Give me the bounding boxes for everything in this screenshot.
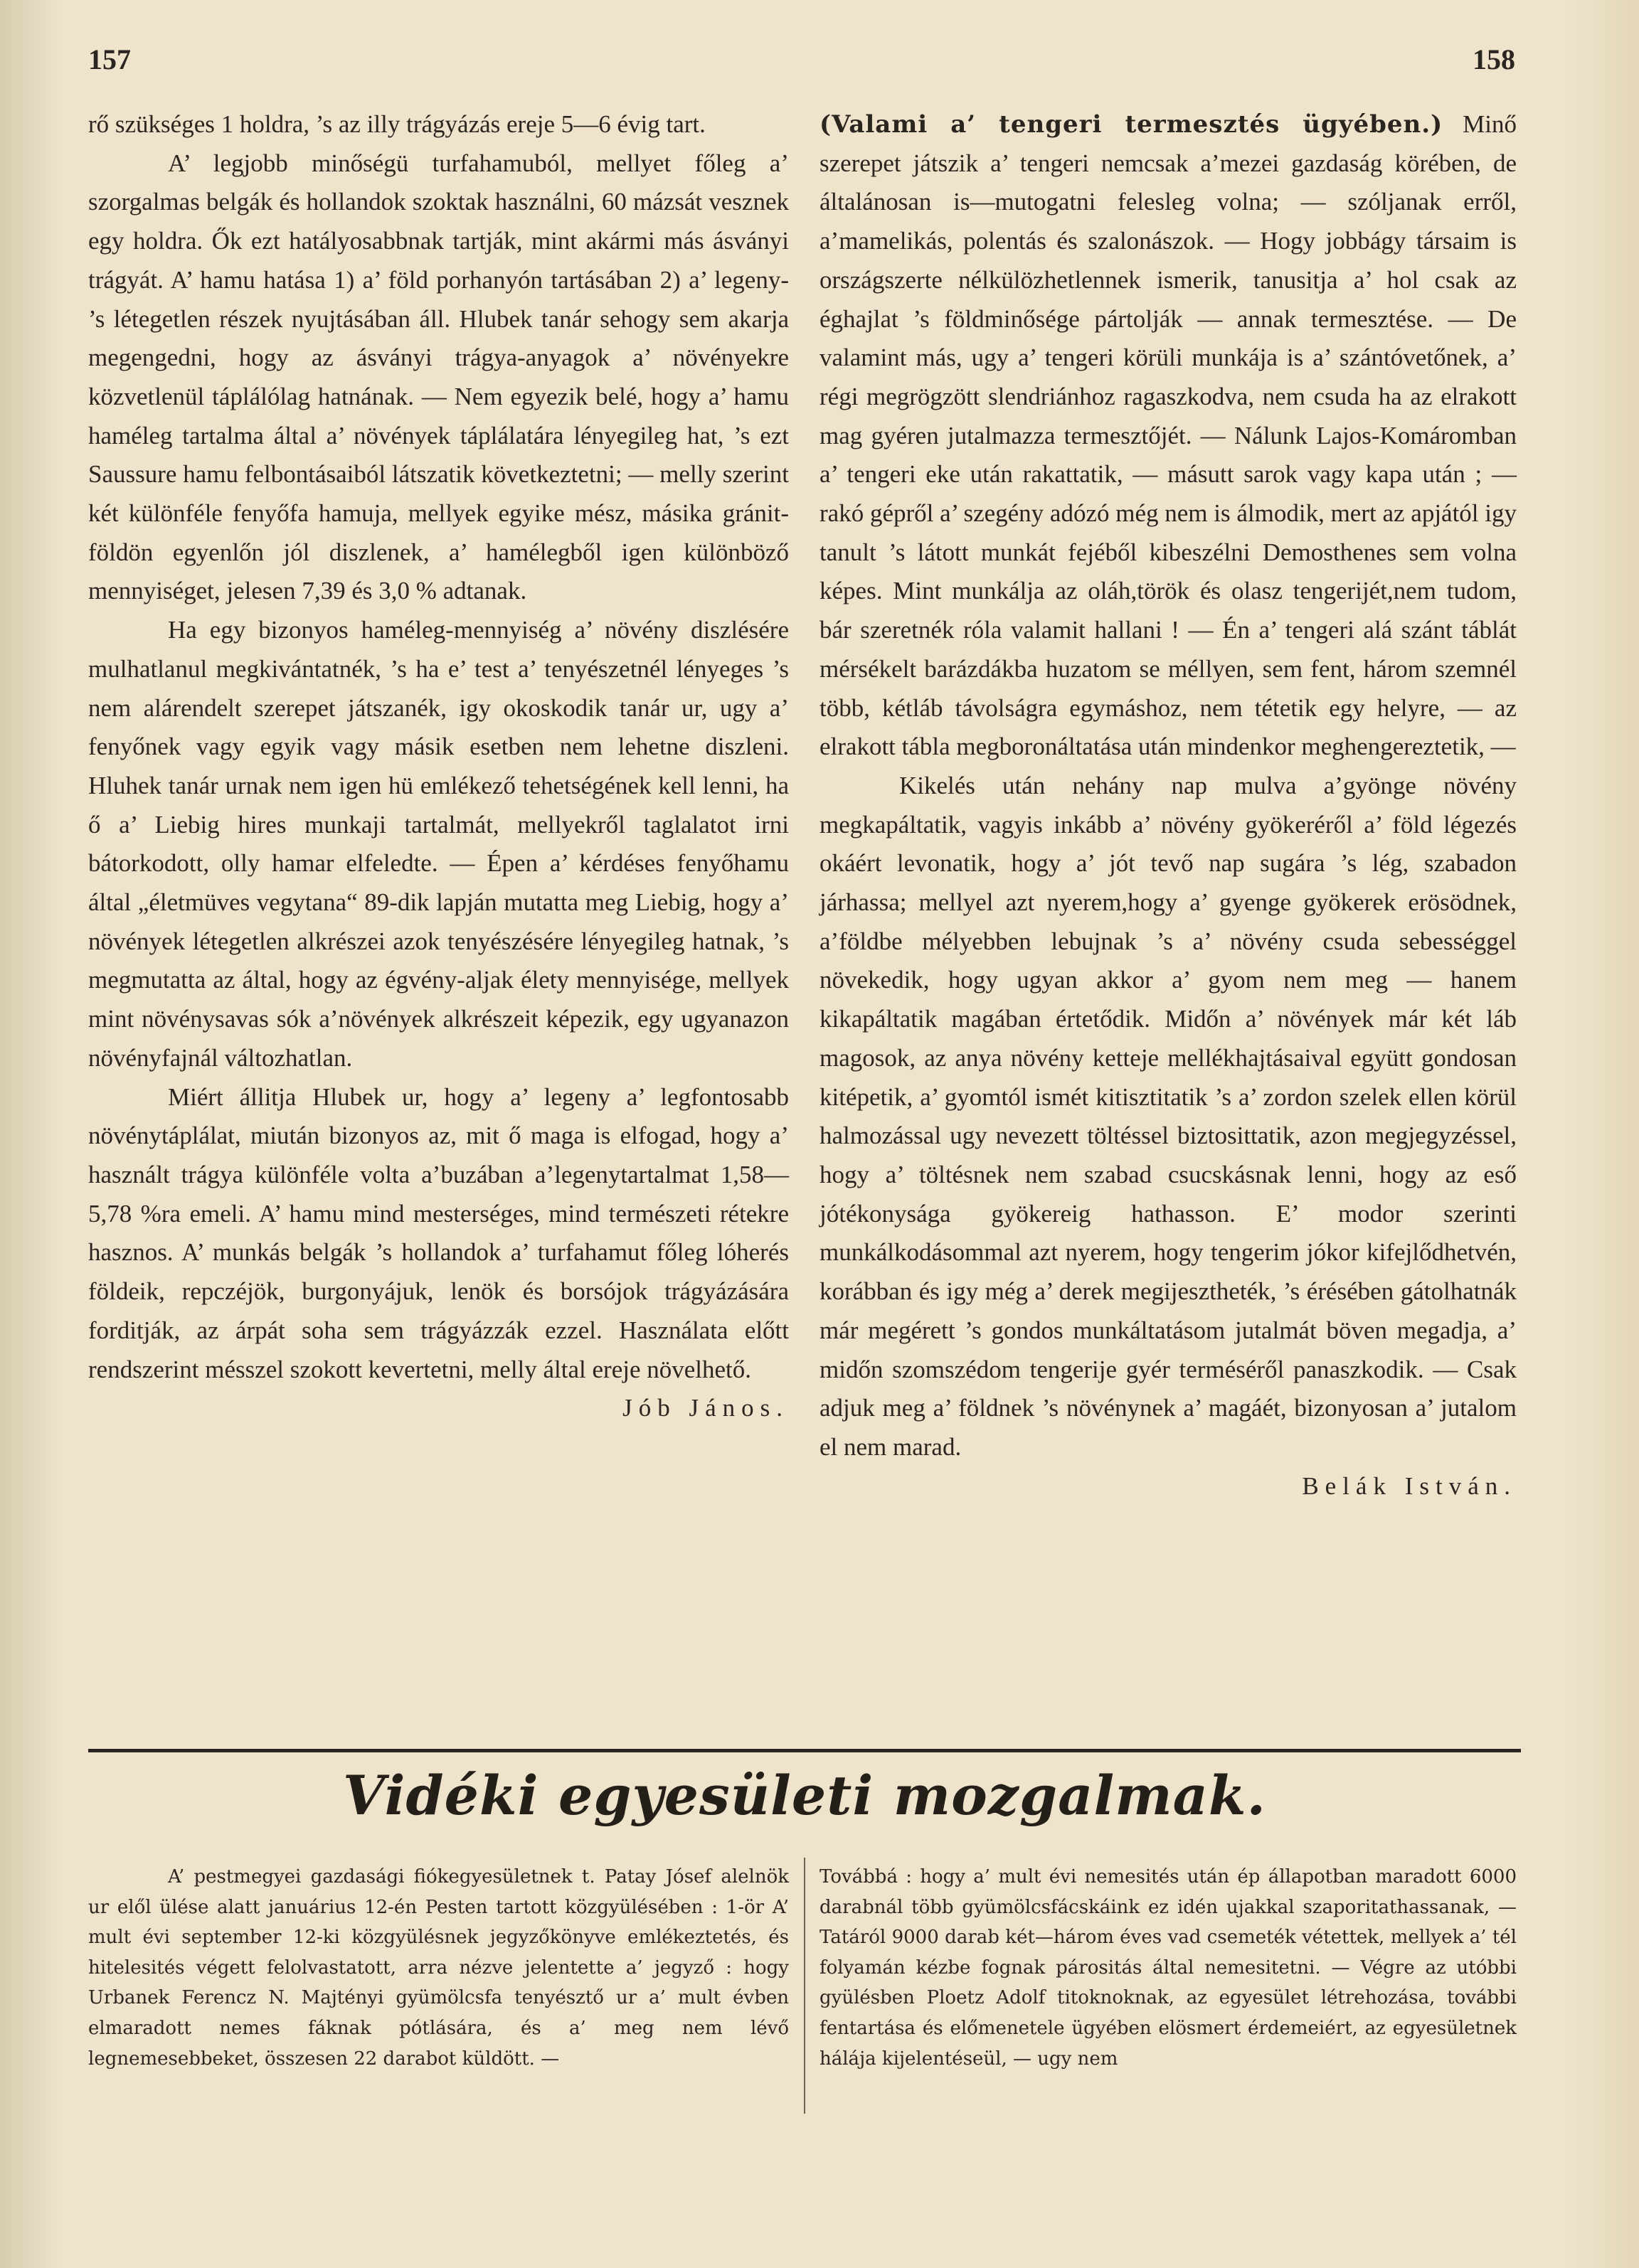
article-heading: (Valami a’ tengeri termesztés ügyében.) — [820, 110, 1443, 139]
page-number-left: 157 — [88, 43, 131, 75]
left-paragraph-2: A’ legjobb minőségü turfahamuból, mellyet főleg a’ szorgalmas belgák és hollandok szoktak használni, 60 mázsát vesznek egy holdra. Ők ezt hatályosabbnak tartják, mint akármi más ásványi trágyát. A’ hamu hatása 1) a’ föld porhanyón tartásában 2) a’ legeny- ’s létegetlen részek nyujtásában áll. Hlubek tanár sehogy sem akarja megengedni, hogy az ásványi trágya-anyagok a’ növényekre közvetlenül táplálólag hatnának. — Nem egyezik belé, hogy a’ hamu haméleg tartalma által a’ növények táplálatára lényegileg hat, ’s ezt Saussure hamu felbontásaiból látszatik következtetni; — melly szerint két különféle fenyőfa hamuja, mellyek egyike mész, másika gránit-földön egyenlőn jól diszlenek, a’ hamélegből igen különböző mennyiséget, jelesen 7,39 és 3,0 % adtanak. — [88, 149, 789, 605]
section-left-column — [88, 1862, 789, 2074]
right-signature: Belák István. — [1302, 1471, 1517, 1500]
left-paragraph-3: Ha egy bizonyos haméleg-mennyiség a’ növény diszlésére mulhatlanul megkivántatnék, ’s ha e’ test a’ tenyészetnél lényeges ’s nem alárendelt szerepet játszanék, igy okoskodik tanár ur, ugy a’ fenyőnek vagy egyik vagy másik esetben nem lehetne diszleni. Hluhek tanár urnak nem igen hü emlékező tehetségének kell lenni, ha ő a’ Liebig hires munkaji tartalmát, mellyekről taglalatot irni bátorkodott, olly hamar elfeledte. — Épen a’ kérdéses fenyőhamu által „életmüves vegytana“ 89-dik lapján mutatta meg Liebig, hogy a’ növények létegetlen alkrészei azok tenyészésére lényegileg hatnak, ’s megmutatta az által, hogy az égvény-aljak élety mennyisége, mellyek mint növénysavas sók a’növények alkrészeit képezik, egy ugyanazon növényfajnál változhatlan. — [88, 616, 789, 1072]
page-number-right: 158 — [1473, 43, 1515, 75]
column-divider — [804, 1858, 805, 2114]
right-signature-row — [820, 1467, 1517, 1506]
right-paragraph-1-text: Minő szerepet játszik a’ tengeri nemcsak a’mezei gazdaság körében, de általánosan is—mutogatni felesleg volna; — szóljanak erről, a’mamelikás, polentás és szalonászok. — Hogy jobbágy társaim is országszerte nélkülözhetlennek ismerik, tanusitja a’ hol csak az éghajlat ’s földminősége pártolják — annak termesztése. — De valamint más, ugy a’ tengeri körüli munkája is a’ szántóvetőnek, a’ régi megrögzött slendriánhoz ragaszkodva, nem csuda ha az elrakott mag gyéren jutalmazza termesztőjét. — Nálunk Lajos-Komáromban a’ tengeri eke után rakattatik, — másutt sarok vagy kapa után ; — rakó gépről a’ szegény adózó még nem is álmodik, mert az apjától igy tanult ’s látott munkát fejéből kibeszélni Demosthenes sem volna képes. Mint munkálja az oláh,török és olasz tengerijét,nem tudom, bár szeretnék róla valamit hallani ! — Én a’ tengeri alá szánt táblát mérsékelt barázdákba huzatom se méllyen, sem fent, három szemnél több, kétláb távolságra egymáshoz, nem tétetik egy helyre, — az elrakott tábla megboronáltatása után mindenkor meghengereztetik, — — [820, 110, 1517, 761]
left-signature-row — [88, 1389, 789, 1428]
section-right-text: Továbbá : hogy a’ mult évi nemesités után ép állapotban maradott 6000 darabnál több gyümölcsfácskáink ez idén ujakkal szaporitathassanak, — Tatáról 9000 darab két—három éves vad csemeték vétettek, mellyek a’ tél folyamán kézbe fognak párositás által nemesitetni. — Végre az utóbbi gyülésben Ploetz Adolf titoknoknak, az egyesület létrehozása, további fentartása és előmenetele ügyében elösmert érdemeiért, az egyesületnek hálája kijelentéseül, — ugy nem — [820, 1866, 1517, 2070]
right-column — [820, 105, 1517, 1506]
left-column — [88, 105, 789, 1428]
section-left-text: A’ pestmegyei gazdasági fiókegyesületnek t. Patay Jósef alelnök ur elől ülése alatt januárius 12-én Pesten tartott közgyülésében : 1-ör A’ mult évi september 12-ki közgyülésnek jegyzőkönyve emlékeztetés, és hitelesités végett felolvastatott, arra nézve jelentette a’ jegyző : hogy Urbanek Ferencz N. Majtényi gyümölcsfa tenyésztő ur a’ mult évben elmaradott nemes fáknak pótlására, és a’ meg nem lévő legnemesebbeket, összesen 22 darabot küldött. — — [88, 1866, 789, 2070]
left-paragraph-1: rő szükséges 1 holdra, ’s az illy trágyázás ereje 5—6 évig tart. — [88, 110, 706, 138]
section-divider — [88, 1749, 1521, 1752]
right-paragraph-2: Kikelés után nehány nap mulva a’gyönge növény megkapáltatik, vagyis inkább a’ növény gyökeréről a’ föld légezés okáért levonatik, hogy a’ jót tevő nap sugára ’s lég, szabadon járhassa; mellyel azt nyerem,hogy a’ gyenge gyökerek erösödnek, a’földbe mélyebben lebujnak ’s a’ növény csuda sebességgel növekedik, hogy ugyan akkor a’ gyom nem meg — hanem kikapáltatik magában értetődik. Midőn a’ növények már két láb magosok, az anya növény ketteje mellékhajtásaival együtt gondosan kitépetik, a’ gyomtól ismét kitisztitatik ’s a’ zordon szelek ellen körül halmozással ugy nevezett töltéssel biztosittatik, azon megjegyzéssel, hogy a’ töltésnek nem szabad csucskásnak lenni, hogy az eső jótékonysága gyökereig hathasson. E’ modor szerinti munkálkodásommal azt nyerem, hogy tengerim jókor kifejlődhetvén, korábban és igy még a’ derek megijesztheték, ’s érésében gátolhatnák már megérett ’s gondos munkáltatásom jutalmát böven megadja, a’ midőn szomszédom tengerije gyér terméséről panaszkodik. — Csak adjuk meg a’ földnek ’s növénynek a’ magáét, bizonyosan a’ jutalom el nem marad. — [820, 771, 1517, 1461]
left-signature: Jób János. — [622, 1394, 789, 1422]
right-paragraph-1 — [820, 105, 1517, 767]
section-title: Vidéki egyesületi mozgalmak. — [343, 1764, 1266, 1827]
left-paragraph-4: Miért állitja Hlubek ur, hogy a’ legeny a’ legfontosabb növénytáplálat, miután bizonyos az, mit ő maga is elfogad, hogy a’ használt trágya különféle volta a’buzában a’legenytartalmat 1,58—5,78 %ra emeli. A’ hamu mind mesterséges, mind természeti rétekre hasznos. A’ munkás belgák ’s hollandok a’ turfahamut főleg lóherés földeik, repczéjök, burgonyájuk, lenök és borsójok trágyázására forditják, az árpát soha sem trágyázzák ezzel. Használata előtt rendszerint mésszel szokott kevertetni, melly által ereje növelhető. — [88, 1082, 789, 1383]
section-right-column — [820, 1862, 1517, 2074]
